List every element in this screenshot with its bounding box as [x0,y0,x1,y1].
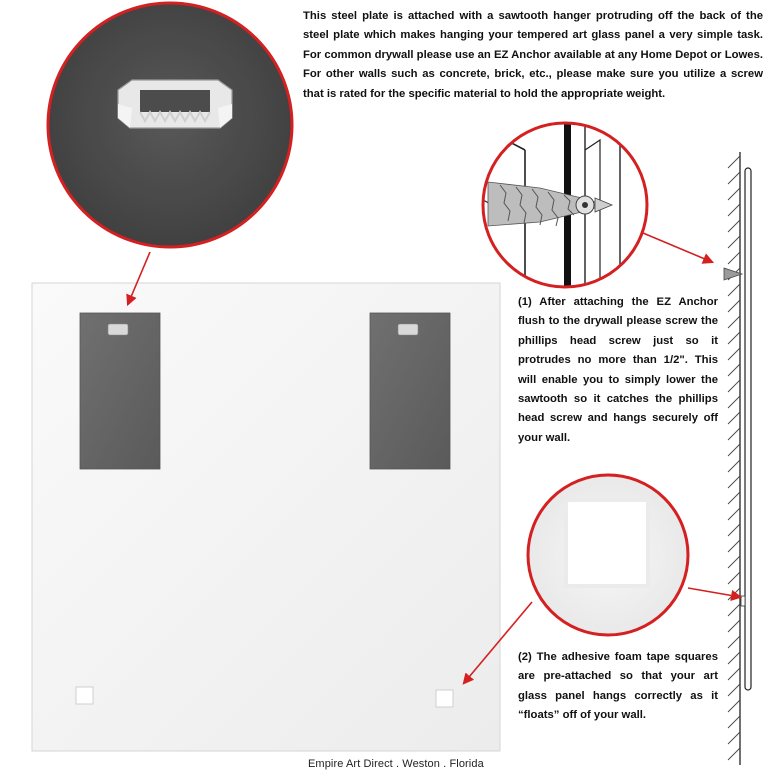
intro-description: This steel plate is attached with a sawtooth hanger protruding off the back of the steel plate which makes hanging your tempered art glass panel a very simple task. For common drywall please use an EZ Anchor available at any Home Depot or Lowes. For other walls such as concrete, brick, etc., please make sure you utilize a screw that is rated for the specific material to hold the appropriate weight. [303,10,763,100]
steel-plate-left [80,313,160,469]
foam-square-right [436,690,453,707]
glass-panel-side [745,168,751,690]
wall-foam-pad [741,596,745,606]
note-foam-tape: (2) The adhesive foam tape squares are pre-attached so that your art glass panel hangs correctly as it “floats” off of your wall. [518,651,718,722]
ez-anchor-closeup [480,120,650,290]
steel-plate-right [370,313,450,469]
footer-credit: Empire Art Direct . Weston . Florida [308,758,484,770]
note-ez-anchor: (1) After attaching the EZ Anchor flush to the drywall please screw the phillips head screw just so it protrudes no more than 1/2". This will enable you to simply lower the sawtooth so it catches the phillips head screw and hangs securely off your wall. [518,296,718,444]
foam-tape-closeup [528,475,688,635]
wall-side-view [724,152,751,765]
foam-square-left [76,687,93,704]
sawtooth-hanger-icon [118,80,232,128]
sawtooth-closeup [40,0,300,260]
